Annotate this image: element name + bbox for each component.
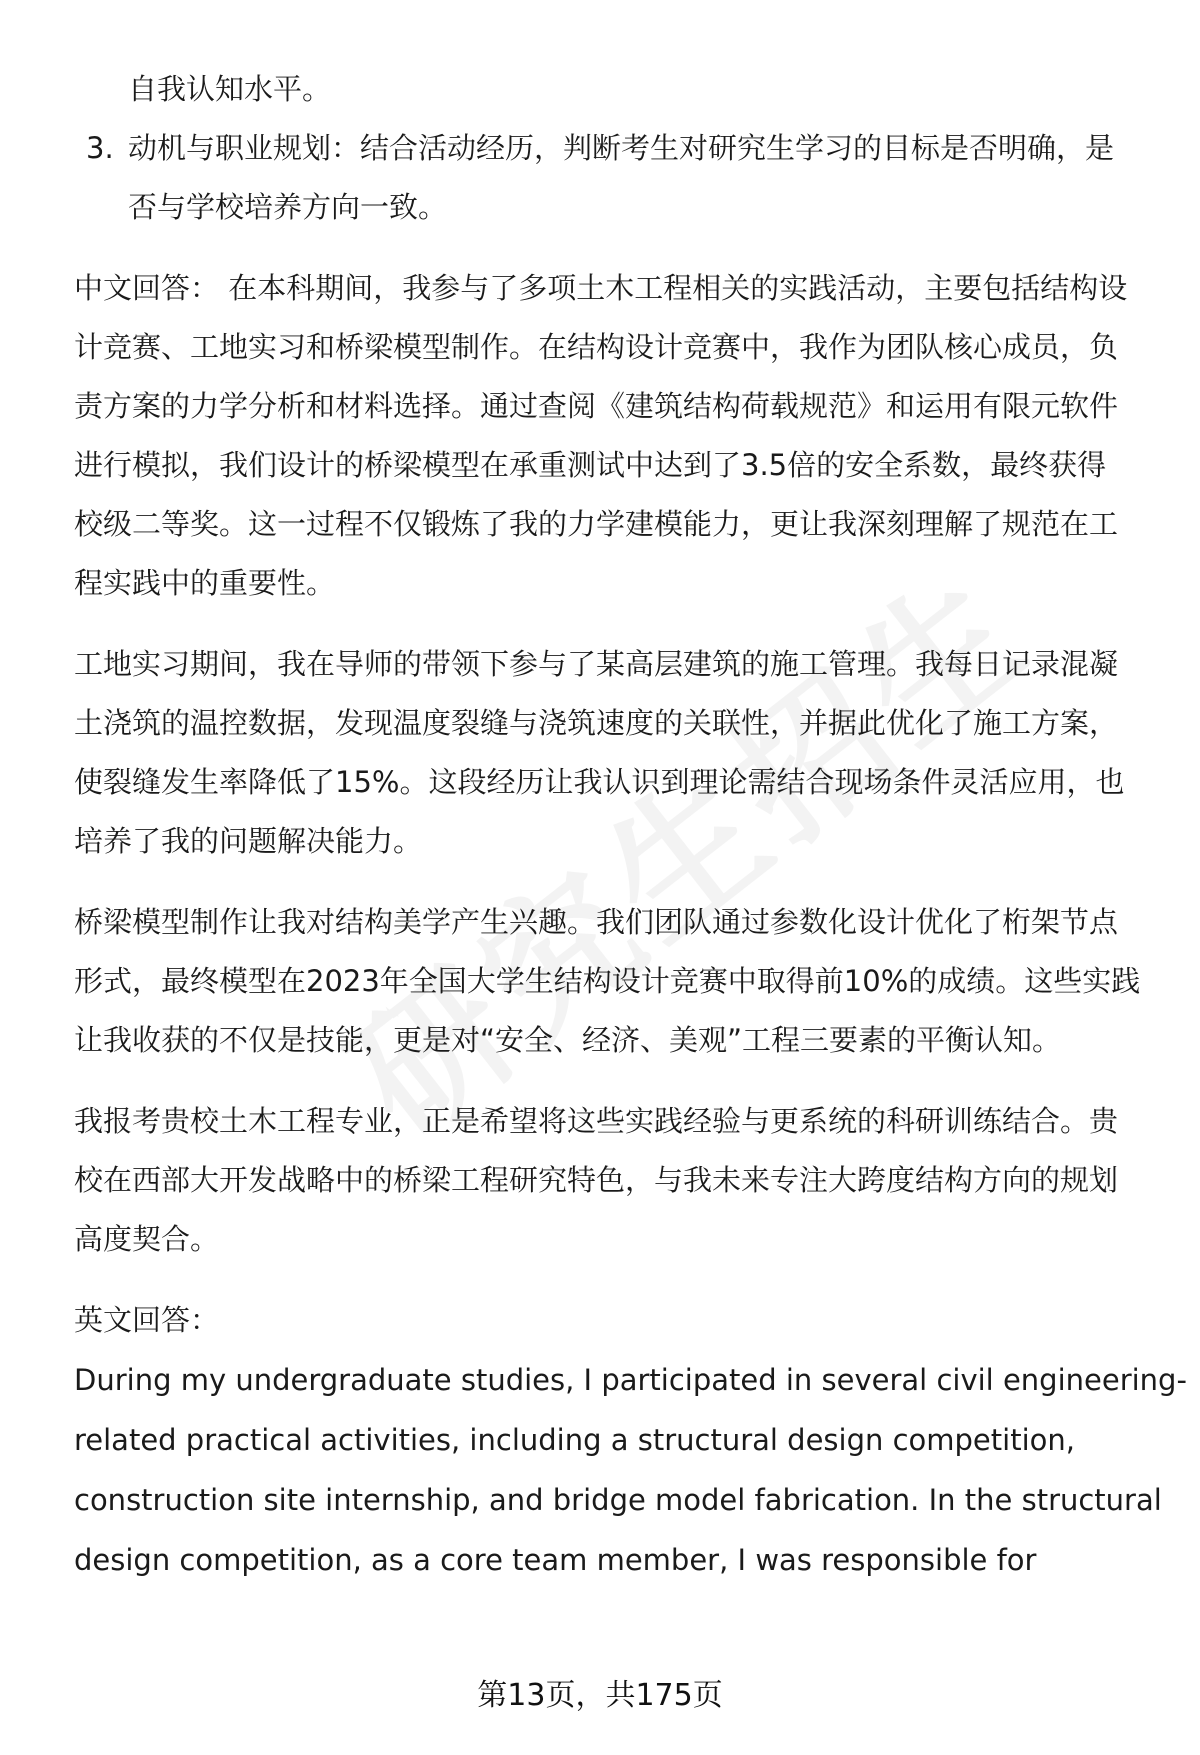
paragraph-line: 形式，最终模型在2023年全国大学生结构设计竞赛中取得前10%的成绩。这些实践 — [74, 964, 1141, 998]
english-line: design competition, as a core team member, I was responsible for — [74, 1543, 1037, 1577]
english-line: related practical activities, including a structural design competition, — [74, 1423, 1075, 1457]
paragraph-line: 让我收获的不仅是技能，更是对“安全、经济、美观”工程三要素的平衡认知。 — [74, 1023, 1062, 1057]
list-item-3 — [74, 119, 1164, 237]
paragraph-line: 进行模拟，我们设计的桥梁模型在承重测试中达到了3.5倍的安全系数，最终获得 — [74, 448, 1107, 482]
paragraph-line: 培养了我的问题解决能力。 — [74, 824, 423, 858]
paragraph-line: 中文回答： 在本科期间，我参与了多项土木工程相关的实践活动，主要包括结构设 — [74, 271, 1128, 305]
paragraph-line: 桥梁模型制作让我对结构美学产生兴趣。我们团队通过参数化设计优化了桁架节点 — [74, 905, 1119, 939]
paragraph-internship — [74, 635, 1164, 871]
paragraph-line: 计竞赛、工地实习和桥梁模型制作。在结构设计竞赛中，我作为团队核心成员，负 — [74, 330, 1119, 364]
list-item-line: 否与学校培养方向一致。 — [128, 190, 448, 224]
continued-list-line: 自我认知水平。 — [128, 72, 332, 106]
english-line: During my undergraduate studies, I participated in several civil engineering- — [74, 1363, 1187, 1397]
paragraph-motivation — [74, 1092, 1164, 1269]
paragraph-line: 责方案的力学分析和材料选择。通过查阅《建筑结构荷载规范》和运用有限元软件 — [74, 389, 1119, 423]
document-body — [74, 60, 1187, 1590]
paragraph-line: 程实践中的重要性。 — [74, 566, 336, 600]
paragraph-line: 高度契合。 — [74, 1222, 220, 1256]
paragraph-line: 使裂缝发生率降低了15%。这段经历让我认识到理论需结合现场条件灵活应用，也 — [74, 765, 1125, 799]
paragraph-line: 土浇筑的温控数据，发现温度裂缝与浇筑速度的关联性，并据此优化了施工方案， — [74, 706, 1119, 740]
paragraph-line: 我报考贵校土木工程专业，正是希望将这些实践经验与更系统的科研训练结合。贵 — [74, 1104, 1119, 1138]
paragraph-line: 工地实习期间，我在导师的带领下参与了某高层建筑的施工管理。我每日记录混凝 — [74, 647, 1119, 681]
english-line: construction site internship, and bridge model fabrication. In the structural — [74, 1483, 1162, 1517]
paragraph-line: 校级二等奖。这一过程不仅锻炼了我的力学建模能力，更让我深刻理解了规范在工 — [74, 507, 1119, 541]
english-answer — [74, 1350, 1187, 1590]
paragraph-bridge-model — [74, 893, 1164, 1070]
list-number: 3. — [86, 131, 114, 165]
paragraph-chinese-answer-intro — [74, 259, 1164, 613]
english-answer-heading: 英文回答： — [74, 1303, 220, 1337]
paragraph-line: 校在西部大开发战略中的桥梁工程研究特色，与我未来专注大跨度结构方向的规划 — [74, 1163, 1119, 1197]
page-footer: 第13页，共175页 — [477, 1678, 723, 1713]
list-item-line: 动机与职业规划：结合活动经历，判断考生对研究生学习的目标是否明确，是 — [128, 131, 1115, 165]
